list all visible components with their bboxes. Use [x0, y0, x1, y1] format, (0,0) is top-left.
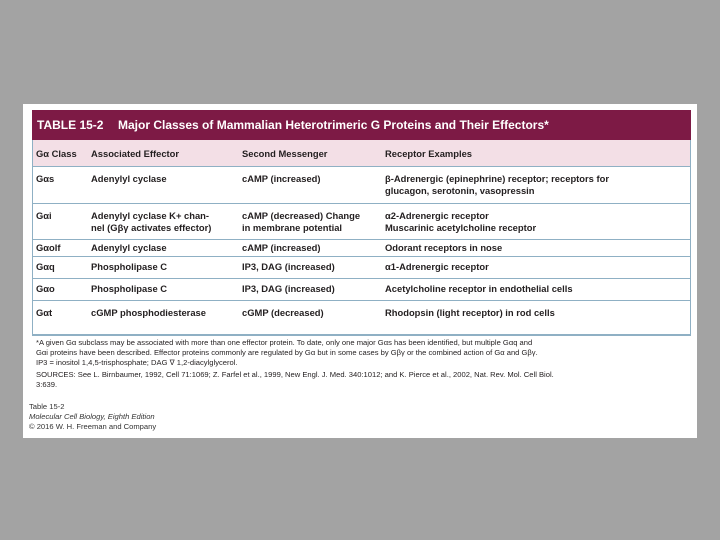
messenger-cell	[242, 261, 335, 273]
table-row	[33, 300, 690, 333]
footnote-line-3: IP3 = inositol 1,4,5-trisphosphate; DAG ∇ 1,2-diacylglycerol.	[36, 358, 238, 367]
effector-cell	[91, 307, 206, 319]
col-header-receptor: Receptor Examples	[385, 148, 473, 159]
column-header-row	[33, 140, 690, 167]
g-class-cell: Gαq	[36, 261, 55, 272]
table-row	[33, 203, 690, 240]
messenger-cell-line: cAMP (decreased) Change	[242, 210, 361, 221]
effector-cell	[91, 261, 167, 273]
messenger-cell	[242, 307, 324, 319]
footnote-line-2: Gαi proteins have been described. Effector proteins commonly are regulated by Gα but in some cases by Gβγ or the combined action of Gα and Gβγ.	[36, 348, 538, 357]
messenger-cell-line: cAMP (increased)	[242, 242, 321, 253]
col-header-messenger: Second Messenger	[242, 148, 328, 159]
table-row	[33, 166, 690, 204]
messenger-cell-line: IP3, DAG (increased)	[242, 283, 335, 294]
messenger-cell-line: IP3, DAG (increased)	[242, 261, 335, 272]
receptor-cell	[385, 173, 609, 197]
g-class-cell: Gαolf	[36, 242, 61, 253]
receptor-cell	[385, 307, 555, 319]
table-row	[33, 239, 690, 257]
effector-cell-line: Adenylyl cyclase K+ chan-	[91, 210, 210, 221]
effector-cell-line: Adenylyl cyclase	[91, 242, 167, 253]
effector-cell	[91, 210, 211, 234]
footnote-line-1: *A given Gα subclass may be associated with more than one effector protein. To date, only one major Gαs has been identified, but multiple Gαq and	[36, 338, 533, 347]
sources-line-1: SOURCES: See L. Birnbaumer, 1992, Cell 71:1069; Z. Farfel et al., 1999, New Engl. J. Med. 340:1012; and K. Pierce et al., 2002, Nat. Rev. Mol. Cell Biol.	[36, 370, 554, 379]
col-header-effector: Associated Effector	[91, 148, 180, 159]
effector-cell-line: Phospholipase C	[91, 283, 168, 294]
effector-cell-line: Adenylyl cyclase	[91, 173, 167, 184]
effector-cell	[91, 283, 167, 295]
receptor-cell-line: Acetylcholine receptor in endothelial cells	[385, 283, 573, 294]
effector-cell-line: Phospholipase C	[91, 261, 168, 272]
g-class-cell: Gαi	[36, 210, 52, 221]
messenger-cell-line: in membrane potential	[242, 222, 343, 233]
messenger-cell-line: cGMP (decreased)	[242, 307, 324, 318]
effector-cell-line: cGMP phosphodiesterase	[91, 307, 206, 318]
receptor-cell	[385, 283, 573, 295]
table-row	[33, 256, 690, 279]
receptor-cell-line: β-Adrenergic (epinephrine) receptor; receptors for	[385, 173, 609, 184]
receptor-cell-line: α1-Adrenergic receptor	[385, 261, 489, 272]
messenger-cell-line: cAMP (increased)	[242, 173, 321, 184]
receptor-cell-line: glucagon, serotonin, vasopressin	[385, 185, 535, 196]
messenger-cell	[242, 283, 335, 295]
receptor-cell	[385, 261, 489, 273]
messenger-cell	[242, 173, 321, 185]
g-class-cell: Gαo	[36, 283, 55, 294]
caption-label: Table 15-2	[29, 402, 65, 411]
messenger-cell	[242, 242, 321, 254]
table-title: Major Classes of Mammalian Heterotrimeric G Proteins and Their Effectors*	[118, 118, 549, 132]
col-header-class: Gα Class	[36, 148, 77, 159]
g-class-cell: Gαs	[36, 173, 55, 184]
caption-publisher: © 2016 W. H. Freeman and Company	[29, 422, 157, 431]
table	[32, 140, 691, 336]
receptor-cell-line: α2-Adrenergic receptor	[385, 210, 489, 221]
receptor-cell-line: Odorant receptors in nose	[385, 242, 503, 253]
table-number: TABLE 15-2	[37, 118, 104, 132]
sources-line-2: 3:639.	[36, 380, 58, 389]
g-class-cell: Gαt	[36, 307, 53, 318]
table-row	[33, 278, 690, 301]
table-header-bar	[32, 110, 691, 140]
effector-cell	[91, 242, 167, 254]
receptor-cell	[385, 210, 536, 234]
caption-book: Molecular Cell Biology, Eighth Edition	[29, 412, 155, 421]
messenger-cell	[242, 210, 360, 234]
receptor-cell-line: Rhodopsin (light receptor) in rod cells	[385, 307, 555, 318]
effector-cell	[91, 173, 167, 185]
receptor-cell	[385, 242, 502, 254]
receptor-cell-line: Muscarinic acetylcholine receptor	[385, 222, 537, 233]
effector-cell-line: nel (Gβγ activates effector)	[91, 222, 212, 233]
slide	[23, 104, 697, 438]
